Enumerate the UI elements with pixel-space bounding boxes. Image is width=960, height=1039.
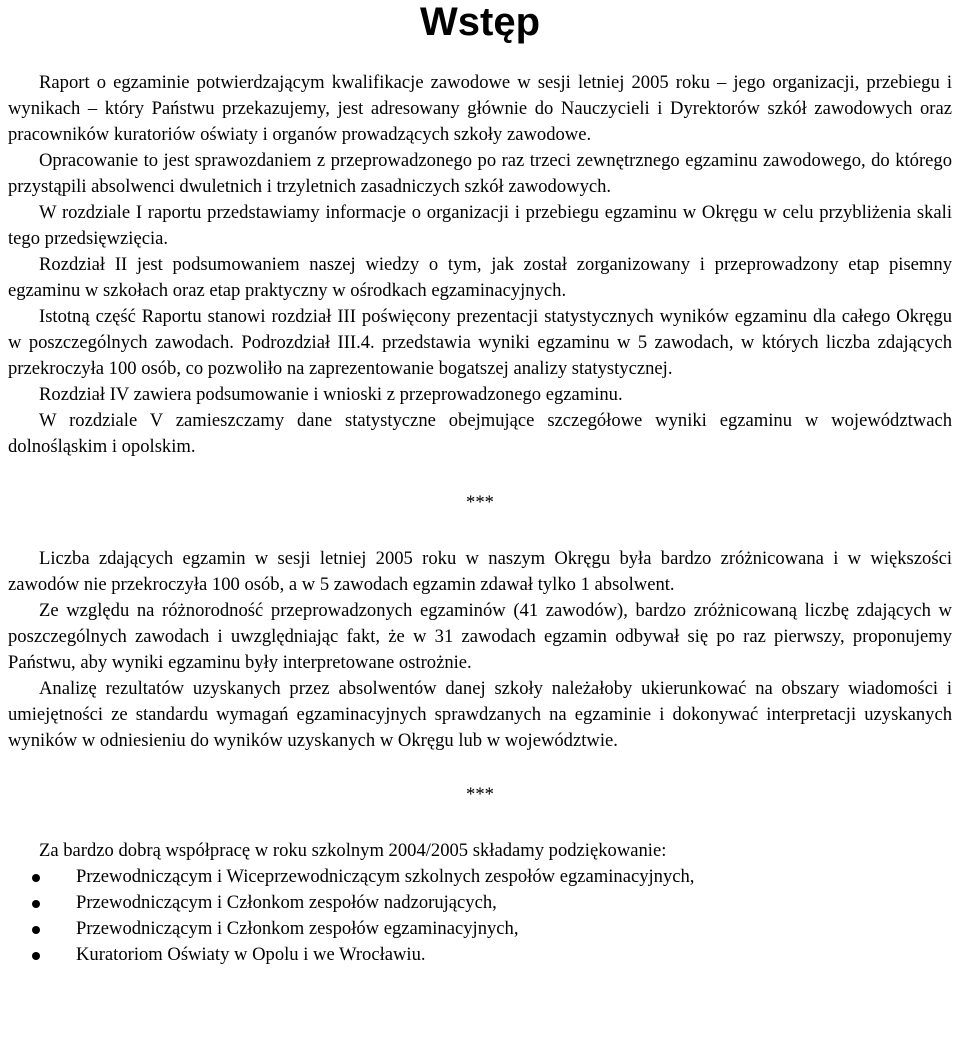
thanks-list-item bbox=[8, 942, 952, 968]
thanks-list-item bbox=[8, 890, 952, 916]
intro-paragraph: W rozdziale I raportu przedstawiamy informacje o organizacji i przebiegu egzaminu w Okręgu w celu przybliżenia skali tego przedsięwzięcia. bbox=[8, 202, 952, 249]
thanks-list-item-text: Przewodniczącym i Członkom zespołów nadzorujących, bbox=[76, 892, 497, 913]
thanks-list bbox=[8, 864, 952, 968]
intro-paragraph: W rozdziale V zamieszczamy dane statystyczne obejmujące szczegółowe wyniki egzaminu w województwach dolnośląskim i opolskim. bbox=[8, 410, 952, 457]
thanks-list-item bbox=[8, 916, 952, 942]
intro-paragraph: Istotną część Raportu stanowi rozdział III poświęcony prezentacji statystycznych wyników egzaminu dla całego Okręgu w poszczególnych zawodach. Podrozdział III.4. przedstawia wyniki egzaminu w 5 zawodach, w których liczba zdających przekroczyła 100 osób, co pozwoliło na zaprezentowanie bogatszej analizy statystycznej. bbox=[8, 306, 952, 379]
bullet-icon bbox=[32, 874, 40, 882]
page-title: Wstęp bbox=[420, 0, 540, 44]
thanks-list-item-text: Przewodniczącym i Wiceprzewodniczącym szkolnych zespołów egzaminacyjnych, bbox=[76, 866, 695, 887]
section-separator: *** bbox=[466, 784, 494, 805]
bullet-icon bbox=[32, 926, 40, 934]
middle-section bbox=[8, 546, 952, 754]
thanks-list-item bbox=[8, 864, 952, 890]
bullet-icon bbox=[32, 900, 40, 908]
document-page bbox=[8, 0, 952, 968]
intro-paragraph: Rozdział II jest podsumowaniem naszej wiedzy o tym, jak został zorganizowany i przeprowadzony etap pisemny egzaminu w szkołach oraz etap praktyczny w ośrodkach egzaminacyjnych. bbox=[8, 254, 952, 301]
thanks-list-item-text: Przewodniczącym i Członkom zespołów egzaminacyjnych, bbox=[76, 918, 519, 939]
intro-paragraph: Raport o egzaminie potwierdzającym kwalifikacje zawodowe w sesji letniej 2005 roku – jego organizacji, przebiegu i wynikach – który Państwu przekazujemy, jest adresowany głównie do Nauczycieli i Dyrektorów szkół zawodowych oraz pracowników kuratoriów oświaty i organów prowadzących szkoły zawodowe. bbox=[8, 72, 952, 145]
intro-paragraph: Opracowanie to jest sprawozdaniem z przeprowadzonego po raz trzeci zewnętrznego egzaminu zawodowego, do którego przystąpili absolwenci dwuletnich i trzyletnich zasadniczych szkół zawodowych. bbox=[8, 150, 952, 197]
intro-paragraph: Rozdział IV zawiera podsumowanie i wnioski z przeprowadzonego egzaminu. bbox=[39, 384, 623, 405]
middle-paragraph: Analizę rezultatów uzyskanych przez absolwentów danej szkoły należałoby ukierunkować na obszary wiadomości i umiejętności ze standardu wymagań egzaminacyjnych sprawdzanych na egzaminie i dokonywać interpretacji uzyskanych wyników w odniesieniu do wyników uzyskanych w Okręgu lub w województwie. bbox=[8, 678, 952, 751]
thanks-intro: Za bardzo dobrą współpracę w roku szkolnym 2004/2005 składamy podziękowanie: bbox=[39, 840, 667, 861]
intro-section bbox=[8, 70, 952, 460]
section-separator: *** bbox=[466, 492, 494, 513]
thanks-section bbox=[8, 838, 952, 968]
middle-paragraph: Liczba zdających egzamin w sesji letniej 2005 roku w naszym Okręgu była bardzo zróżnicowana i w większości zawodów nie przekroczyła 100 osób, a w 5 zawodach egzamin zdawał tylko 1 absolwent. bbox=[8, 548, 952, 595]
bullet-icon bbox=[32, 952, 40, 960]
middle-paragraph: Ze względu na różnorodność przeprowadzonych egzaminów (41 zawodów), bardzo zróżnicowaną liczbę zdających w poszczególnych zawodach i uwzględniając fakt, że w 31 zawodach egzamin odbywał się po raz pierwszy, proponujemy Państwu, aby wyniki egzaminu były interpretowane ostrożnie. bbox=[8, 600, 952, 673]
thanks-list-item-text: Kuratoriom Oświaty w Opolu i we Wrocławiu. bbox=[76, 944, 426, 965]
